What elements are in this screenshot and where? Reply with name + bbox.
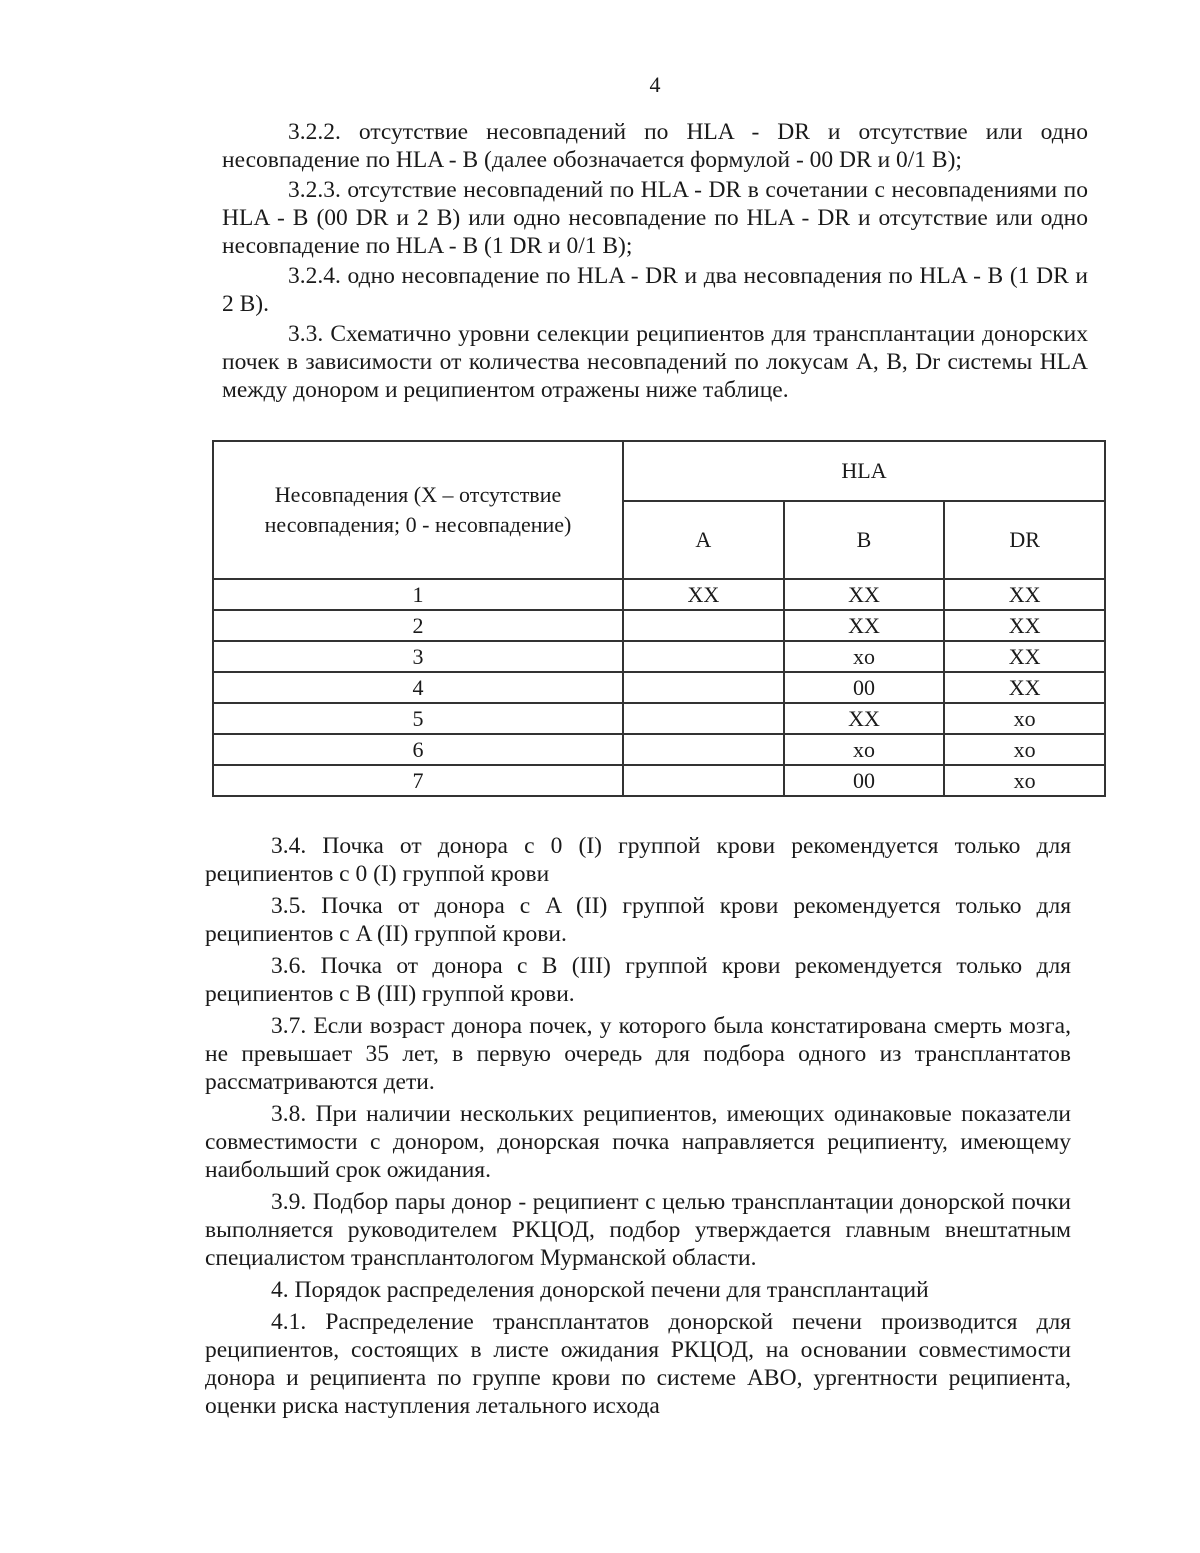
hla-dr-cell: xo <box>944 765 1105 796</box>
column-header-dr: DR <box>944 501 1105 579</box>
paragraph-3-2-3: 3.2.3. отсутствие несовпадений по HLA - DR в сочетании с несовпадениями по HLA - B (00 DR и 2 B) или одно несовпадение по HLA - DR и отсутствие или одно несовпадение по HLA - B (1 DR и 0/1 B); <box>222 177 1088 259</box>
table-row <box>213 765 1105 796</box>
hla-b-cell: XX <box>784 579 945 610</box>
rank-cell: 7 <box>213 765 623 796</box>
table-row <box>213 703 1105 734</box>
rank-cell: 5 <box>213 703 623 734</box>
hla-b-cell: xo <box>784 734 945 765</box>
column-header-a: A <box>623 501 784 579</box>
hla-a-cell: XX <box>623 579 784 610</box>
table-row <box>213 672 1105 703</box>
paragraph-3-3: 3.3. Схематично уровни селекции реципиентов для трансплантации донорских почек в зависимости от количества несовпадений по локусам A, B, Dr системы HLA между донором и реципиентом отражены ниже таблице. <box>222 321 1088 403</box>
hla-b-cell: xo <box>784 641 945 672</box>
hla-a-cell <box>623 641 784 672</box>
paragraph-3-7: 3.7. Если возраст донора почек, у которого была констатирована смерть мозга, не превышает 35 лет, в первую очередь для подбора одного из трансплантатов рассматриваются дети. <box>205 1013 1071 1095</box>
table-row <box>213 734 1105 765</box>
hla-b-cell: 00 <box>784 765 945 796</box>
paragraph-3-8: 3.8. При наличии нескольких реципиентов, имеющих одинаковые показатели совместимости с донором, донорская почка направляется реципиенту, имеющему наибольший срок ожидания. <box>205 1101 1071 1183</box>
hla-b-cell: XX <box>784 610 945 641</box>
hla-dr-cell: xo <box>944 734 1105 765</box>
hla-a-cell <box>623 610 784 641</box>
upper-text-block <box>222 118 1088 406</box>
page-number: 4 <box>649 72 661 97</box>
rank-cell: 4 <box>213 672 623 703</box>
hla-selection-table <box>212 440 1106 797</box>
rank-cell: 2 <box>213 610 623 641</box>
paragraph-3-4: 3.4. Почка от донора с 0 (I) группой крови рекомендуется только для реципиентов с 0 (I) группой крови <box>205 833 1071 887</box>
paragraph-3-6: 3.6. Почка от донора с B (III) группой крови рекомендуется только для реципиентов с B (III) группой крови. <box>205 953 1071 1007</box>
rank-cell: 3 <box>213 641 623 672</box>
hla-dr-cell: XX <box>944 672 1105 703</box>
hla-dr-cell: xo <box>944 703 1105 734</box>
column-header-b: B <box>784 501 945 579</box>
row-header: Несовпадения (X – отсутствие несовпадения; 0 - несовпадение) <box>213 441 623 579</box>
hla-selection-table-wrapper <box>212 440 1106 797</box>
hla-group-header: HLA <box>623 441 1105 501</box>
hla-dr-cell: XX <box>944 610 1105 641</box>
paragraph-3-5: 3.5. Почка от донора с A (II) группой крови рекомендуется только для реципиентов с A (II) группой крови. <box>205 893 1071 947</box>
rank-cell: 6 <box>213 734 623 765</box>
hla-b-cell: 00 <box>784 672 945 703</box>
paragraph-3-2-2: 3.2.2. отсутствие несовпадений по HLA - DR и отсутствие или одно несовпадение по HLA - B (далее обозначается формулой - 00 DR и 0/1 B); <box>222 119 1088 173</box>
paragraph-3-2-4: 3.2.4. одно несовпадение по HLA - DR и два несовпадения по HLA - B (1 DR и 2 B). <box>222 263 1088 317</box>
hla-a-cell <box>623 703 784 734</box>
hla-dr-cell: XX <box>944 641 1105 672</box>
paragraph-4-1: 4.1. Распределение трансплантатов донорской печени производится для реципиентов, состоящих в листе ожидания РКЦОД, на основании совместимости донора и реципиента по группе крови по системе ABO, ургентности реципиента, оценки риска наступления летального исхода <box>205 1309 1071 1419</box>
hla-a-cell <box>623 734 784 765</box>
section-heading-4: 4. Порядок распределения донорской печени для трансплантаций <box>271 1277 929 1303</box>
hla-b-cell: XX <box>784 703 945 734</box>
paragraph-3-9: 3.9. Подбор пары донор - реципиент с целью трансплантации донорской почки выполняется руководителем РКЦОД, подбор утверждается главным внештатным специалистом трансплантологом Мурманской области. <box>205 1189 1071 1271</box>
rank-cell: 1 <box>213 579 623 610</box>
hla-a-cell <box>623 672 784 703</box>
hla-a-cell <box>623 765 784 796</box>
table-row <box>213 641 1105 672</box>
table-row <box>213 579 1105 610</box>
lower-text-block <box>205 832 1071 1424</box>
table-row <box>213 610 1105 641</box>
hla-dr-cell: XX <box>944 579 1105 610</box>
